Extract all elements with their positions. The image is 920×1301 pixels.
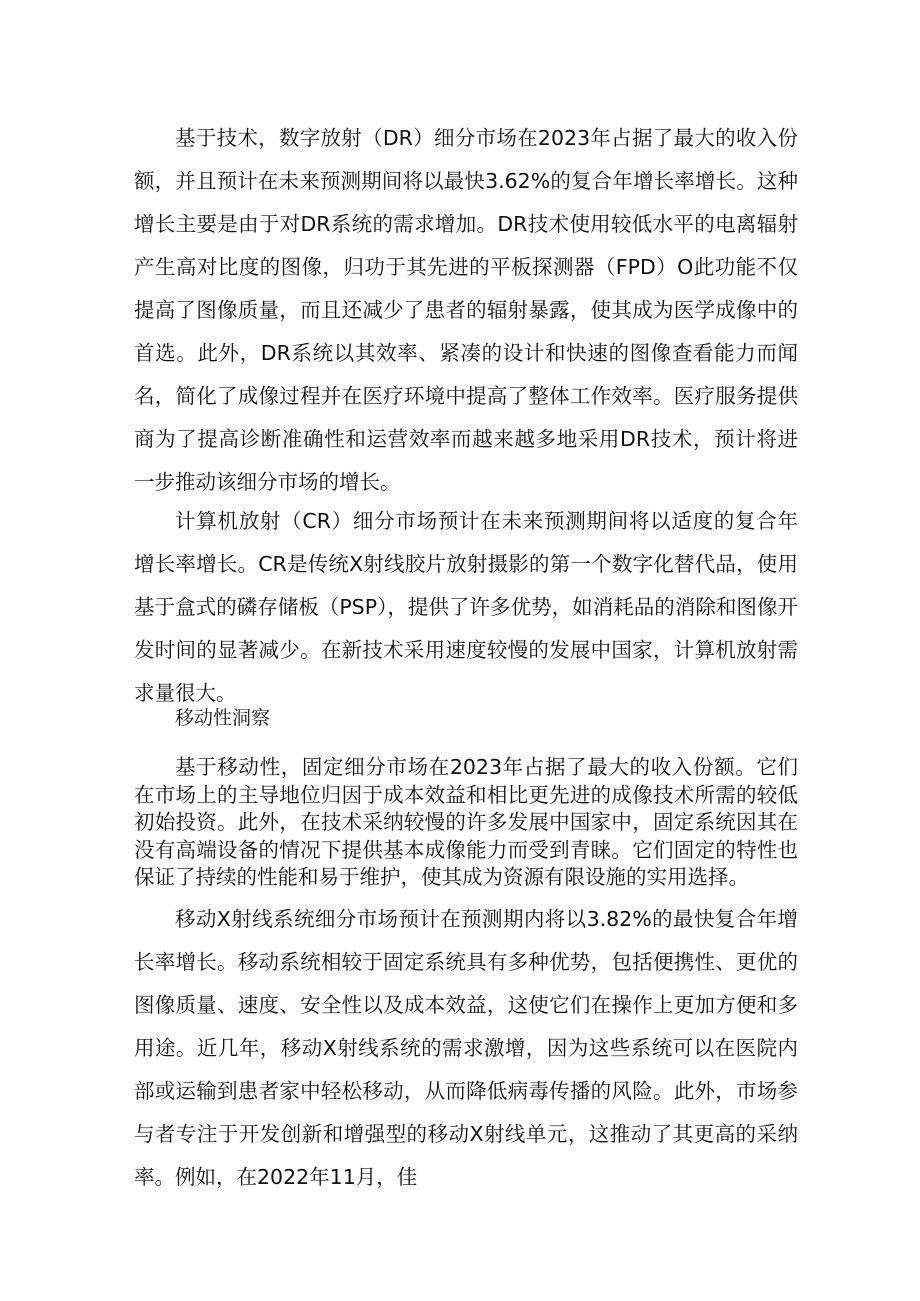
paragraph-mobile-segment: 移动X射线系统细分市场预计在预测期内将以3.82%的最快复合年增长率增长。移动系统相较于固定系统具有多种优势，包括便携性、更优的图像质量、速度、安全性以及成本效益，这使它们在操作上更加方便和多用途。近几年，移动X射线系统的需求激增，因为这些系统可以在医院内部或运输到患者家中轻松移动，从而降低病毒传播的风险。此外，市场参与者专注于开发创新和增强型的移动X射线单元，这推动了其更高的采纳率。例如，在2022年11月，佳 xyxy=(134,907,798,1189)
paragraph-fixed-segment: 基于移动性，固定细分市场在2023年占据了最大的收入份额。它们在市场上的主导地位归因于成本效益和相比更先进的成像技术所需的较低初始投资。此外，在技术采纳较慢的许多发展中国家中，固定系统因其在没有高端设备的情况下提供基本成像能力而受到青睐。它们固定的特性也保证了持续的性能和易于维护，使其成为资源有限设施的实用选择。 xyxy=(134,755,798,889)
paragraph-cr-segment: 计算机放射（CR）细分市场预计在未来预测期间将以适度的复合年增长率增长。CR是传统X射线胶片放射摄影的第一个数字化替代品，使用基于盒式的磷存储板（PSP），提供了许多优势，如消耗品的消除和图像开发时间的显著减少。在新技术采用速度较慢的发展中国家，计算机放射需求量很大。 xyxy=(134,509,798,705)
paragraph-dr-segment: 基于技术，数字放射（DR）细分市场在2023年占据了最大的收入份额，并且预计在未来预测期间将以最快3.62%的复合年增长率增长。这种增长主要是由于对DR系统的需求增加。DR技术使用较低水平的电离辐射产生高对比度的图像，归功于其先进的平板探测器（FPD）O此功能不仅提高了图像质量，而且还减少了患者的辐射暴露，使其成为医学成像中的首选。此外，DR系统以其效率、紧凑的设计和快速的图像查看能力而闻名，简化了成像过程并在医疗环境中提高了整体工作效率。医疗服务提供商为了提高诊断准确性和运营效率而越来越多地采用DR技术，预计将进一步推动该细分市场的增长。 xyxy=(134,126,798,494)
section-heading-mobility: 移动性洞察 xyxy=(175,707,271,729)
